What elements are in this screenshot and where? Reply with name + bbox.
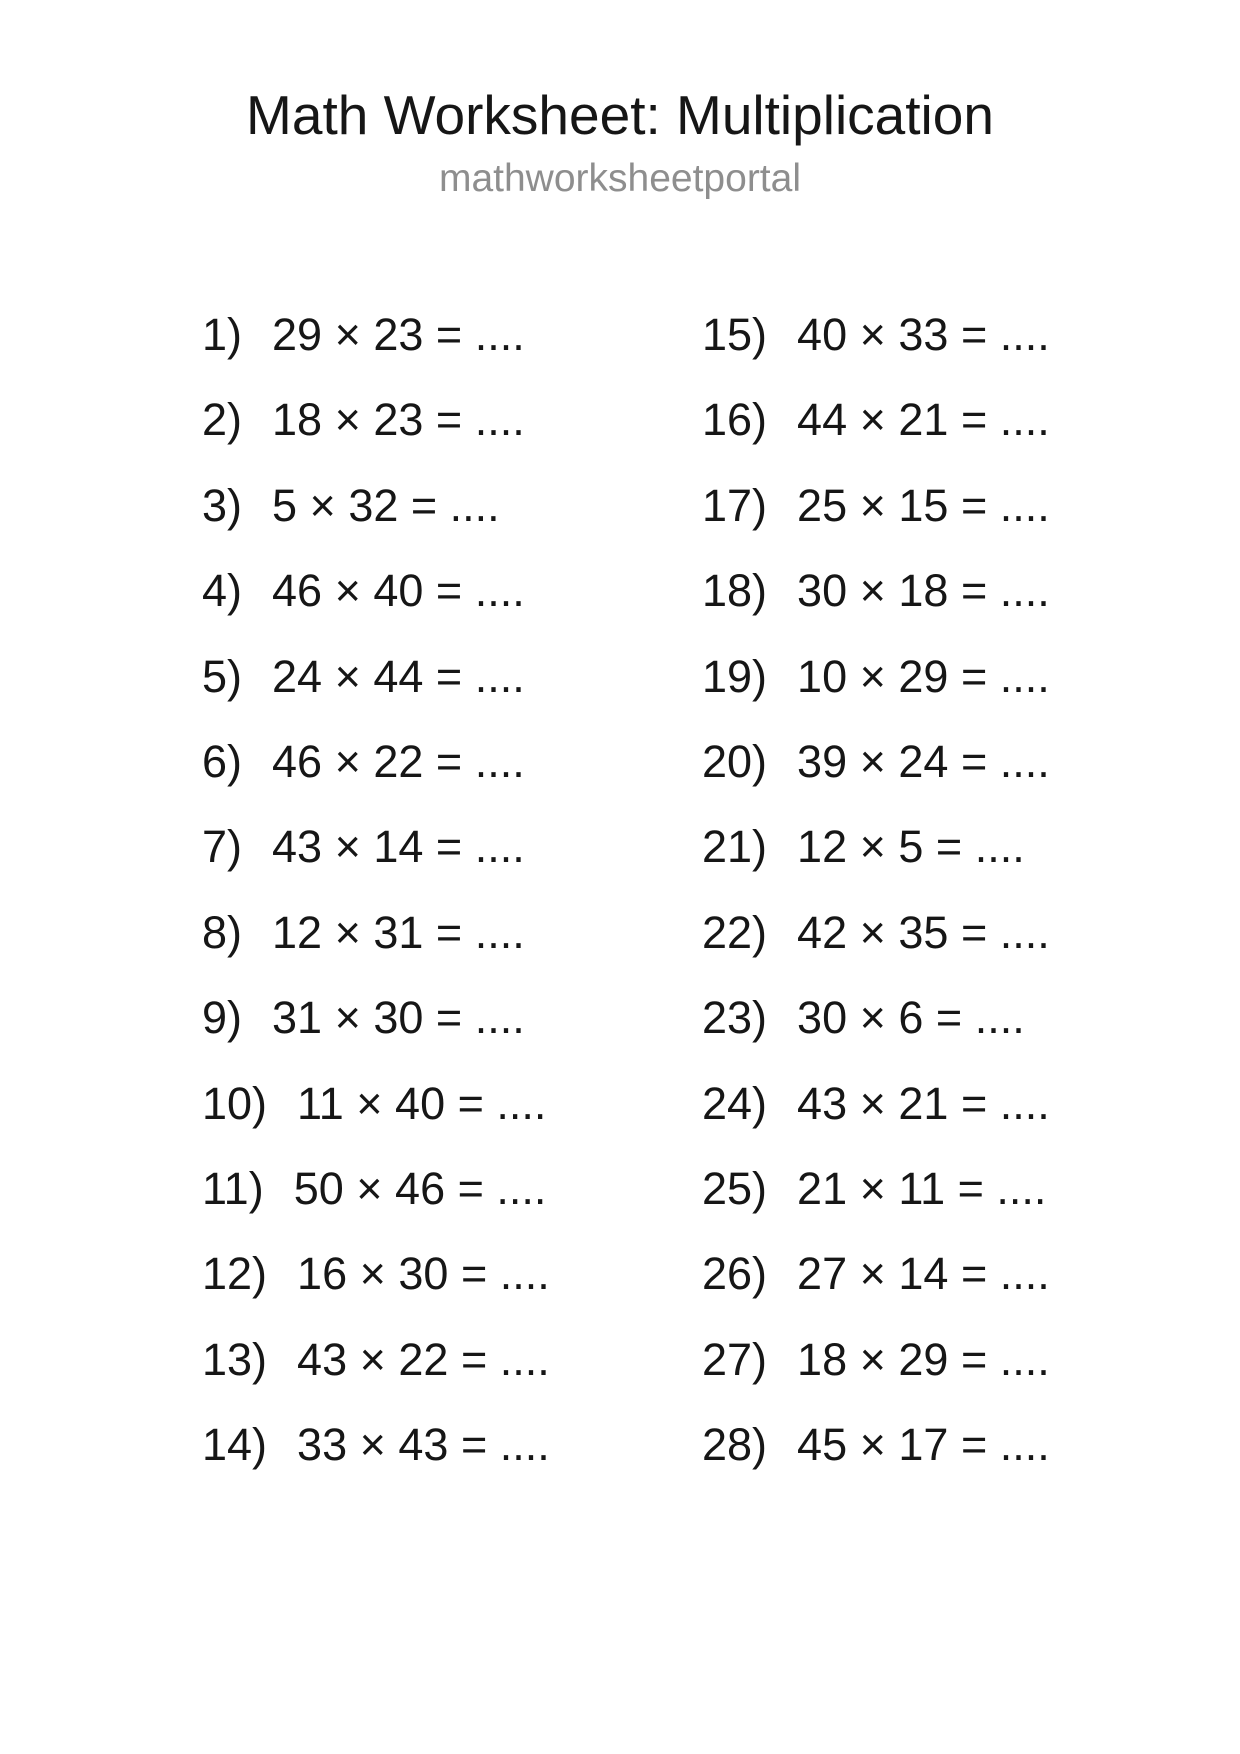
problem-number: 11) bbox=[202, 1162, 264, 1214]
problem-expression: 43 × 21 = .... bbox=[797, 1077, 1050, 1129]
problem-row bbox=[202, 1077, 550, 1166]
problem-expression: 12 × 31 = .... bbox=[272, 906, 525, 958]
header bbox=[0, 84, 1240, 200]
problem-number: 20) bbox=[702, 735, 768, 787]
problem-number: 3) bbox=[202, 479, 243, 531]
problem-expression: 25 × 15 = .... bbox=[797, 479, 1050, 531]
problem-expression: 45 × 17 = .... bbox=[797, 1419, 1050, 1471]
problem-number: 14) bbox=[202, 1419, 268, 1471]
problem-number: 9) bbox=[202, 992, 243, 1044]
problem-expression: 42 × 35 = .... bbox=[797, 906, 1050, 958]
problem-row bbox=[702, 1419, 1050, 1507]
problem-number: 8) bbox=[202, 906, 243, 958]
problem-number: 19) bbox=[702, 650, 768, 702]
problem-expression: 18 × 23 = .... bbox=[272, 394, 525, 446]
problem-number: 27) bbox=[702, 1333, 768, 1385]
problem-expression: 30 × 18 = .... bbox=[797, 565, 1050, 617]
problem-row bbox=[702, 735, 1050, 824]
problem-row bbox=[702, 1077, 1050, 1166]
problem-expression: 40 × 33 = .... bbox=[797, 309, 1050, 360]
problem-row bbox=[202, 906, 550, 995]
problem-number: 17) bbox=[702, 479, 768, 531]
problem-expression: 18 × 29 = .... bbox=[797, 1333, 1050, 1385]
problem-row bbox=[202, 992, 550, 1080]
problem-expression: 39 × 24 = .... bbox=[797, 735, 1050, 787]
problem-expression: 11 × 40 = .... bbox=[297, 1077, 547, 1129]
problem-number: 1) bbox=[202, 309, 243, 360]
problem-number: 21) bbox=[702, 821, 768, 873]
problem-number: 26) bbox=[702, 1248, 768, 1300]
problem-row bbox=[702, 479, 1050, 568]
problem-row bbox=[202, 1333, 550, 1422]
problem-expression: 24 × 44 = .... bbox=[272, 650, 525, 702]
problem-row bbox=[202, 479, 550, 568]
problem-expression: 10 × 29 = .... bbox=[797, 650, 1050, 702]
page-subtitle: mathworksheetportal bbox=[438, 157, 801, 200]
problem-expression: 31 × 30 = .... bbox=[272, 992, 525, 1044]
problem-expression: 12 × 5 = .... bbox=[797, 821, 1025, 873]
problem-expression: 46 × 40 = .... bbox=[272, 565, 525, 617]
problem-number: 25) bbox=[702, 1162, 768, 1214]
problem-expression: 33 × 43 = .... bbox=[297, 1419, 550, 1471]
problem-expression: 43 × 14 = .... bbox=[272, 821, 525, 873]
problem-row bbox=[702, 394, 1050, 482]
problem-number: 12) bbox=[202, 1248, 268, 1300]
problem-expression: 27 × 14 = .... bbox=[797, 1248, 1050, 1300]
problem-number: 18) bbox=[702, 565, 768, 617]
problem-row bbox=[702, 992, 1050, 1080]
problem-number: 24) bbox=[702, 1077, 768, 1129]
problem-row bbox=[702, 821, 1050, 909]
problem-row bbox=[702, 1333, 1050, 1422]
problem-expression: 21 × 11 = .... bbox=[797, 1162, 1047, 1214]
problem-expression: 46 × 22 = .... bbox=[272, 735, 525, 787]
problem-row bbox=[702, 1248, 1050, 1336]
problem-row bbox=[702, 906, 1050, 995]
problem-row bbox=[202, 565, 550, 653]
problem-number: 28) bbox=[702, 1419, 768, 1471]
page-title: Math Worksheet: Multiplication bbox=[246, 84, 994, 146]
problems-column-left bbox=[202, 309, 550, 1507]
problem-row bbox=[202, 735, 550, 824]
problem-number: 13) bbox=[202, 1333, 268, 1385]
problem-row bbox=[202, 394, 550, 482]
problem-number: 15) bbox=[702, 309, 768, 360]
problem-number: 5) bbox=[202, 650, 243, 702]
problem-row bbox=[702, 650, 1050, 739]
problem-row bbox=[202, 821, 550, 909]
problem-row bbox=[702, 565, 1050, 653]
problem-number: 10) bbox=[202, 1077, 268, 1129]
problem-row bbox=[202, 1162, 550, 1251]
problem-number: 2) bbox=[202, 394, 243, 446]
problem-row bbox=[202, 1248, 550, 1336]
problem-expression: 50 × 46 = .... bbox=[293, 1162, 547, 1214]
problem-expression: 44 × 21 = .... bbox=[797, 394, 1050, 446]
problem-row bbox=[202, 309, 550, 397]
problem-row bbox=[702, 309, 1050, 397]
problem-expression: 16 × 30 = .... bbox=[297, 1248, 550, 1300]
problems-column-right bbox=[702, 309, 1050, 1507]
problem-number: 23) bbox=[702, 992, 768, 1044]
problem-number: 4) bbox=[202, 565, 243, 617]
problem-row bbox=[702, 1162, 1050, 1251]
problem-number: 7) bbox=[202, 821, 243, 873]
problem-expression: 30 × 6 = .... bbox=[797, 992, 1025, 1044]
problem-number: 22) bbox=[702, 906, 768, 958]
problem-number: 16) bbox=[702, 394, 768, 446]
problem-expression: 29 × 23 = .... bbox=[272, 309, 525, 360]
problem-expression: 5 × 32 = .... bbox=[272, 479, 500, 531]
problem-number: 6) bbox=[202, 735, 243, 787]
problem-row bbox=[202, 1419, 550, 1507]
problem-row bbox=[202, 650, 550, 739]
problem-expression: 43 × 22 = .... bbox=[297, 1333, 550, 1385]
